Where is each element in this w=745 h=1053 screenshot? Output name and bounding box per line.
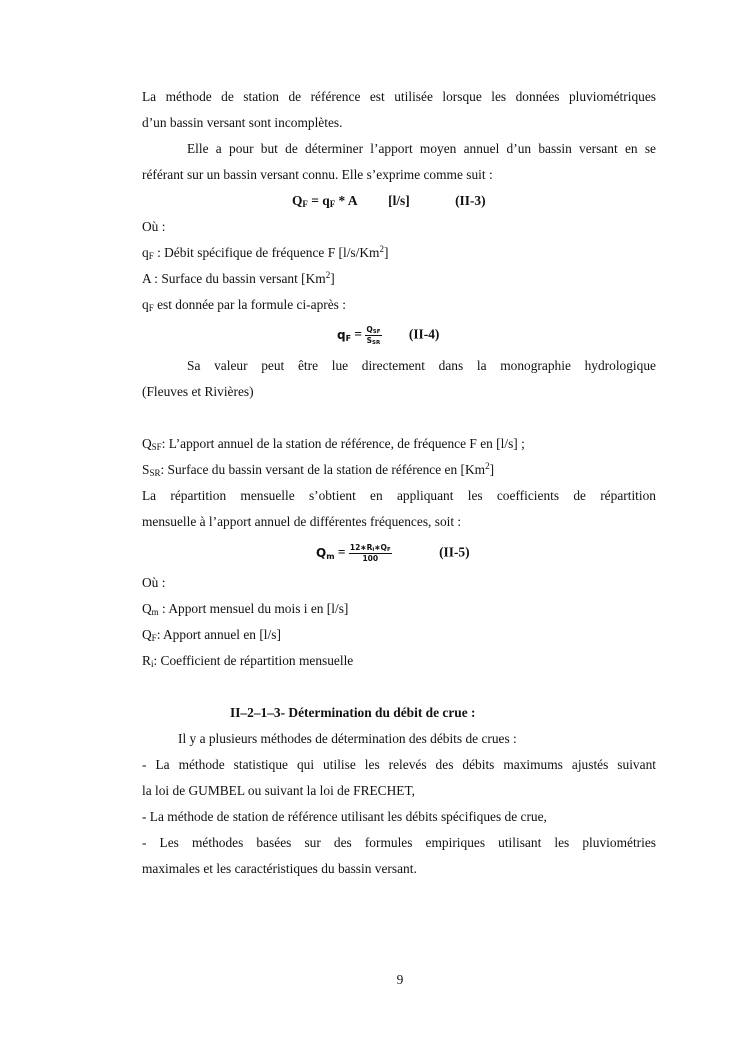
list-item: - La méthode statistique qui utilise les relevés des débits maximums ajustés suivant [142, 757, 656, 772]
fraction: $\frac{12∗R_i∗Q_F}{100}$ [349, 543, 391, 563]
definition-a: A : Surface du bassin versant [Km$^2$] [142, 270, 335, 286]
equation-II-3: $Q_F = q_F * A$ [l/s] (II-3) [292, 193, 486, 209]
where-label: Où : [142, 575, 166, 590]
paragraph-line: La méthode de station de référence est utilisée lorsque les données pluviométriques [142, 89, 656, 104]
definition-qf: $q_F$ : Débit spécifique de fréquence F [l/s/Km$^2$] [142, 244, 389, 261]
equation-number: (II-3) [455, 193, 486, 208]
paragraph-line: Elle a pour but de déterminer l’apport moyen annuel d’un bassin versant en se [187, 141, 656, 156]
equation-number: (II-4) [408, 326, 440, 342]
fraction: $\frac{Q_{SF}}{S_{SR}}$ [366, 325, 381, 346]
equation-II-5: $Q_m$ = $\frac{12∗R_i∗Q_F}{100}$ (II-5) [316, 543, 470, 563]
paragraph-line: référant sur un bassin versant connu. Elle s’exprime comme suit : [142, 167, 493, 182]
paragraph-line: mensuelle à l’apport annuel de différentes fréquences, soit : [142, 514, 462, 529]
paragraph-line: Il y a plusieurs méthodes de détermination des débits de crues : [178, 731, 517, 746]
list-item: - Les méthodes basées sur des formules empiriques utilisant les pluviométries [142, 835, 656, 850]
equation-II-4: $q_F$ = $\frac{Q_{SF}}{S_{SR}}$ (II-4) [337, 325, 440, 346]
list-item-continuation: la loi de GUMBEL ou suivant la loi de FRECHET, [142, 783, 415, 798]
section-heading: II–2–1–3- Détermination du débit de crue : [230, 705, 476, 720]
list-item-continuation: maximales et les caractéristiques du bassin versant. [142, 861, 417, 876]
definition-qsf: $Q_{SF}$: L’apport annuel de la station de référence, de fréquence F en [l/s] ; [142, 436, 525, 452]
list-item: - La méthode de station de référence utilisant les débits spécifiques de crue, [142, 809, 547, 824]
equation-number: (II-5) [439, 544, 470, 560]
paragraph-line: d’un bassin versant sont incomplètes. [142, 115, 343, 130]
paragraph-line: (Fleuves et Rivières) [142, 384, 254, 399]
paragraph-line: La répartition mensuelle s’obtient en appliquant les coefficients de répartition [142, 488, 656, 503]
paragraph-line: Sa valeur peut être lue directement dans la monographie hydrologique [187, 358, 656, 373]
definition-qf: $Q_F$: Apport annuel en [l/s] [142, 627, 281, 643]
definition-qm: $Q_m$ : Apport mensuel du mois i en [l/s] [142, 601, 349, 617]
equation-unit: [l/s] [388, 193, 410, 208]
formula-intro: $q_F$ est donnée par la formule ci-après : [142, 297, 346, 313]
page-number: 9 [396, 972, 404, 987]
definition-ri: $R_i$: Coefficient de répartition mensuelle [142, 653, 354, 669]
definition-ssr: $S_{SR}$: Surface du bassin versant de la station de référence en [Km$^2$] [142, 461, 495, 478]
where-label: Où : [142, 219, 166, 234]
